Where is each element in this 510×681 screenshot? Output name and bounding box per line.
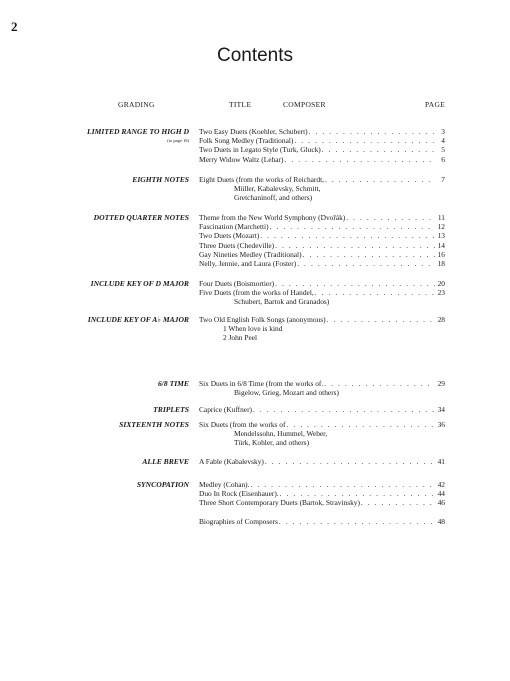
entry-title: Merry Widow Waltz (Lehar) xyxy=(199,154,284,164)
entry-page-number: 28 xyxy=(437,314,445,324)
entry-list xyxy=(199,175,445,203)
dot-leader xyxy=(284,155,435,164)
entry-title: Caprice (Kuffner) xyxy=(199,404,253,414)
entry-page-number: 41 xyxy=(437,456,445,466)
grading-label: DOTTED QUARTER NOTES xyxy=(93,213,189,222)
entry-title: Two Easy Duets (Koehler, Schubert) xyxy=(199,126,308,136)
entry-title: Fascination (Marchetti) xyxy=(199,222,269,232)
grading-label: SIXTEENTH NOTES xyxy=(119,420,189,429)
dot-leader xyxy=(327,315,435,324)
dot-leader xyxy=(251,480,436,489)
toc-entry[interactable] xyxy=(199,175,445,184)
dot-leader xyxy=(324,379,435,388)
entry-page-number: 34 xyxy=(437,404,445,414)
dot-leader xyxy=(253,405,435,414)
toc-entry[interactable] xyxy=(199,379,445,388)
toc-entry[interactable] xyxy=(199,241,445,250)
entry-continuation: Gretchaninoff, and others) xyxy=(234,193,313,203)
dot-leader xyxy=(275,279,435,288)
dot-leader xyxy=(270,222,435,231)
toc-entry[interactable] xyxy=(199,155,445,164)
entry-title: Medley (Cohan). xyxy=(199,479,250,489)
header-title: TITLE xyxy=(229,100,252,109)
grading-label: SYNCOPATION xyxy=(136,480,189,489)
entry-title: Three Duets (Chedeville) xyxy=(199,240,275,250)
entry-list xyxy=(199,279,445,307)
entry-title: Two Duets (Mozart) xyxy=(199,231,260,241)
entry-page-number: 42 xyxy=(437,479,445,489)
entry-title: Three Short Contemporary Duets (Bartok, Stravinsky) xyxy=(199,498,360,508)
entry-list xyxy=(199,457,445,466)
dot-leader xyxy=(361,498,435,507)
toc-entry[interactable] xyxy=(199,231,445,240)
entry-continuation: Schubert, Bartok and Granados) xyxy=(234,297,330,307)
entry-list xyxy=(199,213,445,268)
grading-label: EIGHTH NOTES xyxy=(132,175,189,184)
grading-label: INCLUDE KEY OF A♭ MAJOR xyxy=(87,315,189,324)
entry-continuation: Mendelssohn, Hummel, Weber, xyxy=(234,429,328,439)
entry-title: A Fable (Kabalevsky) xyxy=(199,456,264,466)
entry-continuation: Bigelow, Grieg, Mozart and others) xyxy=(234,388,340,398)
entry-page-number: 11 xyxy=(437,212,445,222)
entry-page-number: 36 xyxy=(437,419,445,429)
toc-entry[interactable] xyxy=(199,489,445,498)
entry-list xyxy=(199,480,445,508)
entry-title: Biographies of Composers xyxy=(199,516,278,526)
entry-title: Six Duets in 6/8 Time (from the works of. xyxy=(199,378,324,388)
toc-entry[interactable] xyxy=(199,213,445,222)
entry-page-number: 23 xyxy=(437,288,445,298)
entry-title: Six Duets (from the works of xyxy=(199,419,286,429)
dot-leader xyxy=(294,136,435,145)
toc-entry[interactable] xyxy=(199,145,445,154)
entry-title: Nelly, Jennie, and Laura (Foster) xyxy=(199,258,297,268)
header-composer: COMPOSER xyxy=(283,100,326,109)
toc-entry[interactable] xyxy=(199,498,445,507)
grading-label: 6/8 TIME xyxy=(157,379,189,388)
entry-page-number: 18 xyxy=(437,258,445,268)
entry-title: Theme from the New World Symphony (Dvořák) xyxy=(199,212,346,222)
entry-continuation: Müller, Kabalevsky, Schmitt, xyxy=(234,184,321,194)
grading-label: INCLUDE KEY OF D MAJOR xyxy=(90,279,189,288)
grading-label: LIMITED RANGE TO HIGH D xyxy=(87,127,189,136)
dot-leader xyxy=(280,489,435,498)
entry-page-number: 20 xyxy=(437,278,445,288)
entry-title: Four Duets (Boismortier) xyxy=(199,278,275,288)
toc-entry[interactable] xyxy=(199,315,445,324)
dot-leader xyxy=(265,457,435,466)
entry-continuation: Türk, Kohler, and others) xyxy=(234,438,310,448)
entry-title: Eight Duets (from the works of Reichardt, xyxy=(199,174,324,184)
toc-entry[interactable] xyxy=(199,457,445,466)
entry-page-number: 13 xyxy=(437,231,445,241)
toc-entry[interactable] xyxy=(199,480,445,489)
entry-title: Five Duets (from the works of Handel, xyxy=(199,288,314,298)
toc-entry[interactable] xyxy=(199,250,445,259)
entry-page-number: 12 xyxy=(437,222,445,232)
entry-page-number: 3 xyxy=(441,126,445,136)
dot-leader xyxy=(275,241,435,250)
entry-list xyxy=(199,315,445,343)
header-page: PAGE xyxy=(425,100,446,109)
dot-leader xyxy=(286,420,435,429)
dot-leader xyxy=(322,145,435,154)
toc-entry[interactable] xyxy=(199,288,445,297)
entry-title: Two Old English Folk Songs (anonymous) xyxy=(199,314,326,324)
entry-title: Gay Nineties Medley (Traditional) xyxy=(199,249,302,259)
entry-page-number: 7 xyxy=(441,174,445,184)
toc-entry[interactable] xyxy=(199,136,445,145)
toc-entry[interactable] xyxy=(199,405,445,414)
entry-page-number: 5 xyxy=(441,145,445,155)
toc-entry[interactable] xyxy=(199,259,445,268)
entry-page-number: 46 xyxy=(437,498,445,508)
grading-label: ALLE BREVE xyxy=(142,457,189,466)
entry-list xyxy=(199,127,445,164)
dot-leader xyxy=(325,175,435,184)
entry-list xyxy=(199,420,445,448)
entry-continuation: 1 When love is kind xyxy=(223,324,283,334)
grading-note: (to page 16) xyxy=(167,138,189,143)
dot-leader xyxy=(297,259,435,268)
entry-list xyxy=(199,405,445,414)
entry-page-number: 6 xyxy=(441,154,445,164)
dot-leader xyxy=(260,231,435,240)
entry-page-number: 48 xyxy=(437,516,445,526)
entry-list xyxy=(199,517,445,526)
entry-title: Folk Song Medley (Traditional) xyxy=(199,136,294,146)
dot-leader xyxy=(315,288,435,297)
grading-label: TRIPLETS xyxy=(153,405,189,414)
entry-page-number: 16 xyxy=(437,249,445,259)
dot-leader xyxy=(279,517,435,526)
dot-leader xyxy=(309,127,435,136)
toc-entry[interactable] xyxy=(199,222,445,231)
entry-title: Two Duets in Legato Style (Turk, Gluck) xyxy=(199,145,321,155)
page-title: Contents xyxy=(216,45,294,66)
header-grading: GRADING xyxy=(118,100,155,109)
toc-entry[interactable] xyxy=(199,517,445,526)
entry-title: Duo In Rock (Eisenhauer). xyxy=(199,489,279,499)
entry-page-number: 14 xyxy=(437,240,445,250)
entry-list xyxy=(199,379,445,397)
toc-entry[interactable] xyxy=(199,420,445,429)
entry-page-number: 29 xyxy=(437,378,445,388)
dot-leader xyxy=(303,250,435,259)
dot-leader xyxy=(346,213,435,222)
toc-entry[interactable] xyxy=(199,279,445,288)
entry-continuation: 2 John Peel xyxy=(223,333,258,343)
entry-page-number: 44 xyxy=(437,489,445,499)
entry-page-number: 4 xyxy=(441,136,445,146)
toc-entry[interactable] xyxy=(199,127,445,136)
page-number: 2 xyxy=(11,19,18,34)
